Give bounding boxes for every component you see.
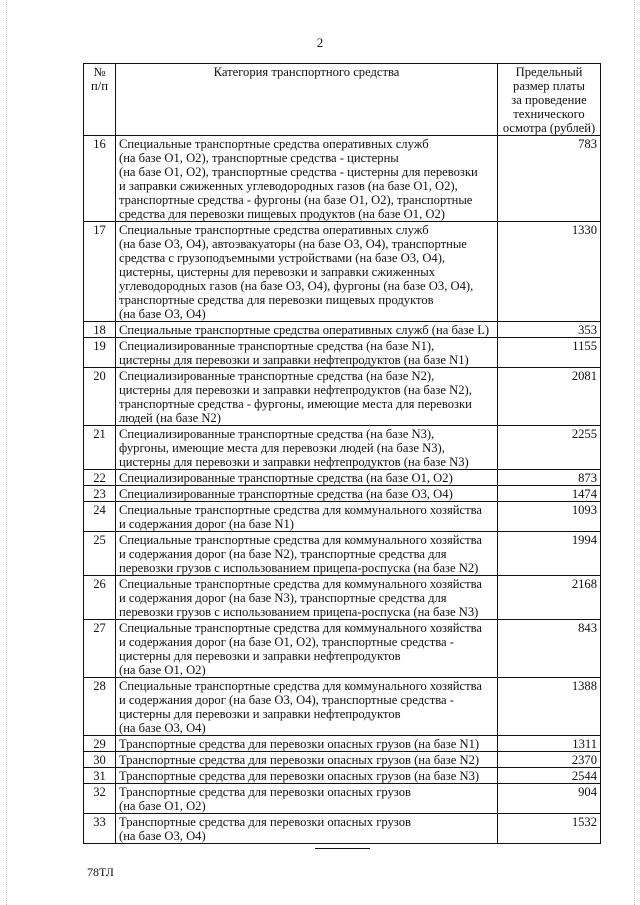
row-fee: 1474 xyxy=(498,486,601,502)
row-fee: 1311 xyxy=(498,736,601,752)
row-number: 32 xyxy=(84,784,116,814)
row-category: Специальные транспортные средства для коммунального хозяйства и содержания дорог (на базе N1) xyxy=(116,502,498,532)
row-category: Транспортные средства для перевозки опасных грузов (на базе O1, O2) xyxy=(116,784,498,814)
row-category: Специализированные транспортные средства (на базе N2), цистерны для перевозки и заправки нефтепродуктов (на базе N2), транспортные средства - фургоны, имеющие места для перевозки людей (на базе N2) xyxy=(116,368,498,426)
row-fee: 1155 xyxy=(498,338,601,368)
row-number: 19 xyxy=(84,338,116,368)
row-category: Специальные транспортные средства для коммунального хозяйства и содержания дорог (на базе O1, O2), транспортные средства - цистерны для перевозки и заправки нефтепродуктов (на базе O1, O2) xyxy=(116,620,498,678)
table-header-row xyxy=(84,64,601,136)
table-body xyxy=(84,136,601,844)
footer-divider xyxy=(315,848,370,849)
page-number: 2 xyxy=(316,35,324,50)
row-fee: 1994 xyxy=(498,532,601,576)
table-row xyxy=(84,470,601,486)
row-category: Специализированные транспортные средства (на базе N1), цистерны для перевозки и заправки нефтепродуктов (на базе N1) xyxy=(116,338,498,368)
table-row xyxy=(84,752,601,768)
row-fee: 904 xyxy=(498,784,601,814)
row-number: 16 xyxy=(84,136,116,222)
table-row xyxy=(84,368,601,426)
table-row xyxy=(84,502,601,532)
table-row xyxy=(84,322,601,338)
row-category: Специальные транспортные средства оперативных служб (на базе L) xyxy=(116,322,498,338)
row-fee: 843 xyxy=(498,620,601,678)
table-row xyxy=(84,222,601,322)
row-fee: 1093 xyxy=(498,502,601,532)
row-number: 23 xyxy=(84,486,116,502)
table-row xyxy=(84,486,601,502)
table-row xyxy=(84,576,601,620)
row-fee: 2544 xyxy=(498,768,601,784)
row-fee: 2370 xyxy=(498,752,601,768)
row-fee: 2255 xyxy=(498,426,601,470)
row-number: 24 xyxy=(84,502,116,532)
tariff-table xyxy=(83,63,601,844)
row-fee: 353 xyxy=(498,322,601,338)
table-row xyxy=(84,136,601,222)
row-number: 25 xyxy=(84,532,116,576)
row-number: 21 xyxy=(84,426,116,470)
row-category: Специальные транспортные средства оперативных служб (на базе O1, O2), транспортные средства - цистерны (на базе O1, O2), транспортные средства - цистерны для перевозки и заправки сжиженных углеводородных газов (на базе O1, O2), транспортные средства - фургоны (на базе O1, O2), транспортные средства для перевозки пищевых продуктов (на базе O1, O2) xyxy=(116,136,498,222)
table-row xyxy=(84,338,601,368)
row-category: Транспортные средства для перевозки опасных грузов (на базе N3) xyxy=(116,768,498,784)
row-fee: 2081 xyxy=(498,368,601,426)
header-fee: Предельный размер платы за проведение технического осмотра (рублей) xyxy=(498,64,601,136)
row-number: 17 xyxy=(84,222,116,322)
table-row xyxy=(84,426,601,470)
table-row xyxy=(84,814,601,844)
header-category: Категория транспортного средства xyxy=(116,64,498,136)
table-row xyxy=(84,768,601,784)
row-category: Специализированные транспортные средства (на базе O1, O2) xyxy=(116,470,498,486)
row-number: 30 xyxy=(84,752,116,768)
header-number: № п/п xyxy=(84,64,116,136)
table-row xyxy=(84,532,601,576)
table-row xyxy=(84,678,601,736)
row-category: Специализированные транспортные средства (на базе N3), фургоны, имеющие места для перевозки людей (на базе N3), цистерны для перевозки и заправки нефтепродуктов (на базе N3) xyxy=(116,426,498,470)
row-fee: 1388 xyxy=(498,678,601,736)
row-fee: 2168 xyxy=(498,576,601,620)
row-number: 28 xyxy=(84,678,116,736)
row-number: 31 xyxy=(84,768,116,784)
row-category: Специальные транспортные средства оперативных служб (на базе O3, O4), автоэвакуаторы (на базе O3, O4), транспортные средства с грузоподъемными устройствами (на базе O3, O4), цистерны, цистерны для перевозки и заправки сжиженных углеводородных газов (на базе O3, O4), фургоны (на базе O3, O4), транспортные средства для перевозки пищевых продуктов (на базе O3, O4) xyxy=(116,222,498,322)
table-row xyxy=(84,620,601,678)
row-category: Транспортные средства для перевозки опасных грузов (на базе O3, O4) xyxy=(116,814,498,844)
row-category: Специальные транспортные средства для коммунального хозяйства и содержания дорог (на базе N2), транспортные средства для перевозки грузов с использованием прицепа-роспуска (на базе N2) xyxy=(116,532,498,576)
row-category: Транспортные средства для перевозки опасных грузов (на базе N1) xyxy=(116,736,498,752)
scan-edge-right xyxy=(634,0,635,905)
row-fee: 1330 xyxy=(498,222,601,322)
row-category: Специальные транспортные средства для коммунального хозяйства и содержания дорог (на базе N3), транспортные средства для перевозки грузов с использованием прицепа-роспуска (на базе N3) xyxy=(116,576,498,620)
row-number: 26 xyxy=(84,576,116,620)
row-category: Транспортные средства для перевозки опасных грузов (на базе N2) xyxy=(116,752,498,768)
table-row xyxy=(84,736,601,752)
row-fee: 783 xyxy=(498,136,601,222)
row-fee: 1532 xyxy=(498,814,601,844)
scan-edge-left xyxy=(6,0,7,905)
row-fee: 873 xyxy=(498,470,601,486)
table-row xyxy=(84,784,601,814)
row-number: 33 xyxy=(84,814,116,844)
row-category: Специализированные транспортные средства (на базе O3, O4) xyxy=(116,486,498,502)
row-number: 27 xyxy=(84,620,116,678)
row-number: 22 xyxy=(84,470,116,486)
row-category: Специальные транспортные средства для коммунального хозяйства и содержания дорог (на базе O3, O4), транспортные средства - цистерны для перевозки и заправки нефтепродуктов (на базе O3, O4) xyxy=(116,678,498,736)
document-code: 78ТЛ xyxy=(87,865,114,879)
row-number: 29 xyxy=(84,736,116,752)
row-number: 18 xyxy=(84,322,116,338)
row-number: 20 xyxy=(84,368,116,426)
